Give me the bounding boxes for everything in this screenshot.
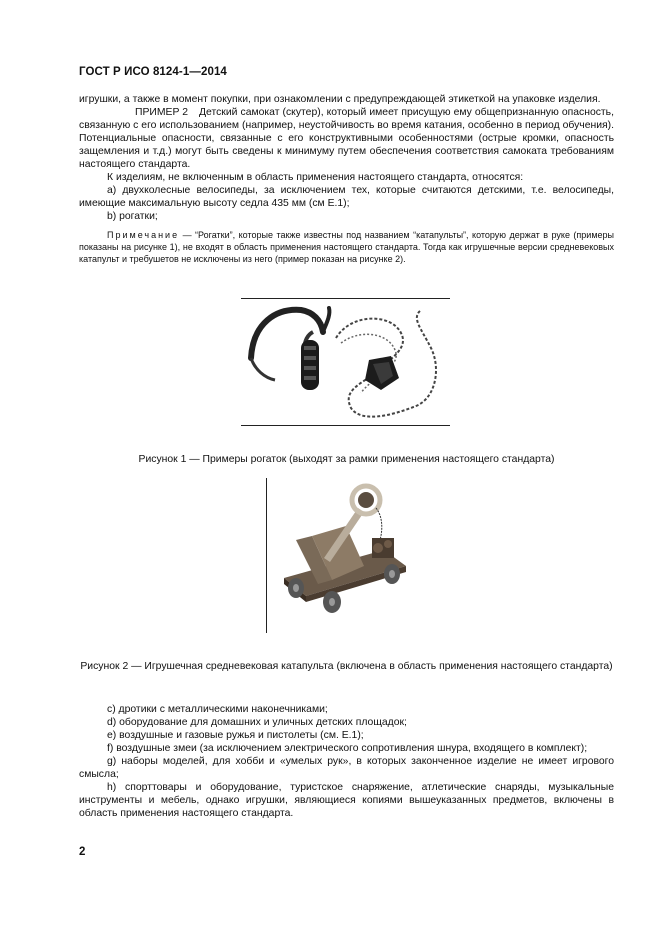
- note-label: Примечание: [107, 230, 180, 240]
- example-text: Детский самокат (скутер), который имеет присущую ему общепризнанную опасность, связанную с его использованием (например, неустойчивость во время катания, особенно в период обучения). Потенциальные опасности, связанные с его конструктивными особенностями (острые кромки, опасность защемления и т.д.) могут быть сведены к минимуму путем обеспечения соответствия самоката требованиям настоящего стандарта.: [79, 107, 614, 170]
- list-item-h: h) спорттовары и оборудование, туристское снаряжение, атлетические снаряды, музыкальные инструменты и мебель, однако игрушки, являющиеся копиями вышеуказанных предметов, включены в область применения настоящего стандарта.: [79, 782, 614, 819]
- intro-paragraph: игрушки, а также в момент покупки, при ознакомлении с предупреждающей этикеткой на упаковке изделия.: [79, 94, 601, 105]
- figure-2-caption: Рисунок 2 — Игрушечная средневековая катапульта (включена в область применения настоящего стандарта): [80, 661, 613, 672]
- exclusion-item-a: a) двухколесные велосипеды, за исключением тех, которые считаются детскими, т.е. велосипеды, имеющие максимальную высоту седла 435 мм (см Е.1);: [79, 185, 614, 209]
- figure-1-slingshots: [241, 298, 450, 426]
- exclusions-list: [79, 703, 614, 820]
- exclusion-item-b: b) рогатки;: [107, 211, 158, 222]
- note: [79, 229, 614, 265]
- note-text: — “Рогатки”, которые также известны под названием “катапульты”, которую держат в руке (примеры показаны на рисунке 1), не входят в область применения настоящего стандарта. Тогда как игрушечные версии средневековых катапульт и требушетов не исключены из него (пример показан на рисунке 2).: [79, 230, 614, 264]
- figure-2-catapult: [266, 478, 426, 633]
- list-item-d: d) оборудование для домашних и уличных детских площадок;: [107, 717, 407, 728]
- example-2: [79, 106, 614, 171]
- document-header: ГОСТ Р ИСО 8124-1—2014: [79, 66, 227, 78]
- intro-block: [79, 93, 614, 265]
- page-number: 2: [79, 846, 86, 858]
- list-item-f: f) воздушные змеи (за исключением электрического сопротивления шнура, входящего в комплект);: [107, 743, 588, 754]
- figure-1-bottom-rule: [241, 425, 450, 426]
- catapult-image: [266, 478, 426, 633]
- slingshots-image: [241, 298, 450, 426]
- example-label: ПРИМЕР 2: [135, 107, 189, 118]
- list-item-c: c) дротики с металлическими наконечниками;: [107, 704, 328, 715]
- exclusions-intro: К изделиям, не включенным в область применения настоящего стандарта, относятся:: [107, 172, 524, 183]
- list-item-g: g) наборы моделей, для хобби и «умелых рук», в которых законченное изделие не имеет игрового смысла;: [79, 756, 614, 780]
- figure-1-caption: Рисунок 1 — Примеры рогаток (выходят за рамки применения настоящего стандарта): [138, 454, 555, 465]
- list-item-e: e) воздушные и газовые ружья и пистолеты (см. Е.1);: [107, 730, 364, 741]
